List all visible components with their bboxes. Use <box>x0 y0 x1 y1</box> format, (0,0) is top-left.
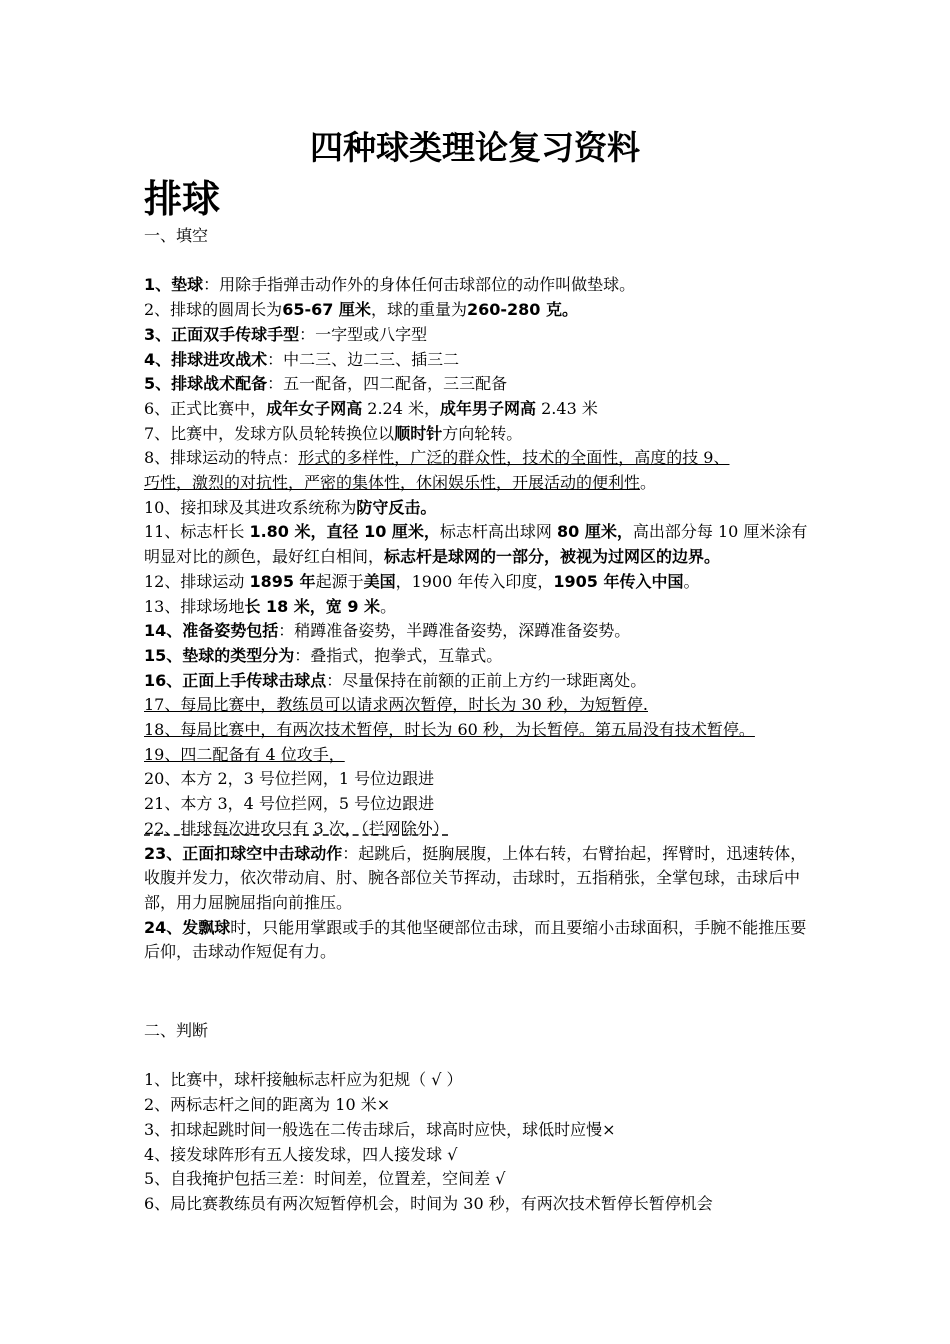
fill-item-16: 16、正面上手传球击球点：尽量保持在前额的正前上方约一球距离处。 <box>144 670 647 690</box>
fill-item-23: 23、正面扣球空中击球动作：起跳后，挺胸展腹，上体右转，右臂抬起，挥臂时，迅速转体，收腹并发力，依次带动肩、肘、腕各部位关节挥动，击球时，五指稍张，全掌包球，击球后中部，用力屈腕屈指向前推压。 <box>144 843 807 912</box>
fill-item-22: 22、排球每次进攻只有 3 次，（拦网除外） <box>144 818 449 838</box>
judge-item: 2、两标志杆之间的距离为 10 米× <box>144 1095 391 1115</box>
fill-item-24: 24、发飘球时，只能用掌跟或手的其他坚硬部位击球，而且要缩小击球面积，手腕不能推压要后仰，击球动作短促有力。 <box>144 917 807 962</box>
fill-item-5: 5、排球战术配备：五一配备，四二配备，三三配备 <box>144 374 508 394</box>
fill-item-15: 15、垫球的类型分为：叠指式，抱拳式，互靠式。 <box>144 645 503 665</box>
judge-heading: 二、判断 <box>144 1021 209 1040</box>
fill-item-21: 21、本方 3，4 号位拦网，5 号位边跟进 <box>144 794 435 814</box>
fill-item-12: 12、排球运动 1895 年起源于美国，1900 年传入印度，1905 年传入中国。 <box>144 571 700 591</box>
judge-item: 4、接发球阵形有五人接发球，四人接发球 √ <box>144 1144 458 1164</box>
fill-item-11: 11、标志杆长 1.80 米，直径 10 厘米，标志杆高出球网 80 厘米，高出部分每 10 厘米涂有明显对比的颜色，最好红白相间，标志杆是球网的一部分，被视为过网区的边界。 <box>144 522 808 567</box>
fill-item-6: 6、正式比赛中，成年女子网高 2.24 米，成年男子网高 2.43 米 <box>144 398 598 418</box>
fill-item-2: 2、排球的圆周长为65-67 厘米，球的重量为260-280 克。 <box>144 300 578 320</box>
fill-item-17: 17、每局比赛中，教练员可以请求两次暂停，时长为 30 秒，为短暂停. <box>144 695 648 715</box>
fill-item-13: 13、排球场地长 18 米，宽 9 米。 <box>144 596 397 616</box>
fill-item-14: 14、准备姿势包括：稍蹲准备姿势，半蹲准备姿势，深蹲准备姿势。 <box>144 621 631 641</box>
section-heading-volleyball: 排球 <box>144 177 221 221</box>
fill-item-18: 18、每局比赛中，有两次技术暂停，时长为 60 秒，为长暂停。第五局没有技术暂停。 <box>144 720 755 740</box>
fill-item-3: 3、正面双手传球手型：一字型或八字型 <box>144 324 428 344</box>
fill-item-7: 7、比赛中，发球方队员轮转换位以顺时针方向轮转。 <box>144 423 523 443</box>
fill-item-4: 4、排球进攻战术：中二三、边二三、插三二 <box>144 349 460 369</box>
document-title: 四种球类理论复习资料 <box>310 128 640 167</box>
fill-heading: 一、填空 <box>144 226 209 245</box>
judge-section <box>144 1019 810 1217</box>
fill-item-8: 8、排球运动的特点：形式的多样性，广泛的群众性，技术的全面性，高度的技 9、 巧性，激烈的对抗性，严密的集体性，休闲娱乐性，开展活动的便利性。 <box>144 448 730 493</box>
judge-item: 1、比赛中，球杆接触标志杆应为犯规（ √ ） <box>144 1070 463 1090</box>
fill-item-19: 19、四二配备有 4 位攻手， <box>144 744 345 764</box>
judge-item: 3、扣球起跳时间一般选在二传击球后，球高时应快，球低时应慢× <box>144 1119 616 1139</box>
fill-in-section <box>144 224 810 965</box>
judge-item: 5、自我掩护包括三差：时间差，位置差，空间差 √ <box>144 1169 506 1189</box>
fill-item-20: 20、本方 2，3 号位拦网，1 号位边跟进 <box>144 769 435 789</box>
fill-item-10: 10、接扣球及其进攻系统称为防守反击。 <box>144 497 437 517</box>
fill-item-1: 1、垫球：用除手指弹击动作外的身体任何击球部位的动作叫做垫球。 <box>144 275 636 295</box>
judge-item: 6、局比赛教练员有两次短暂停机会，时间为 30 秒，有两次技术暂停长暂停机会 <box>144 1193 713 1213</box>
